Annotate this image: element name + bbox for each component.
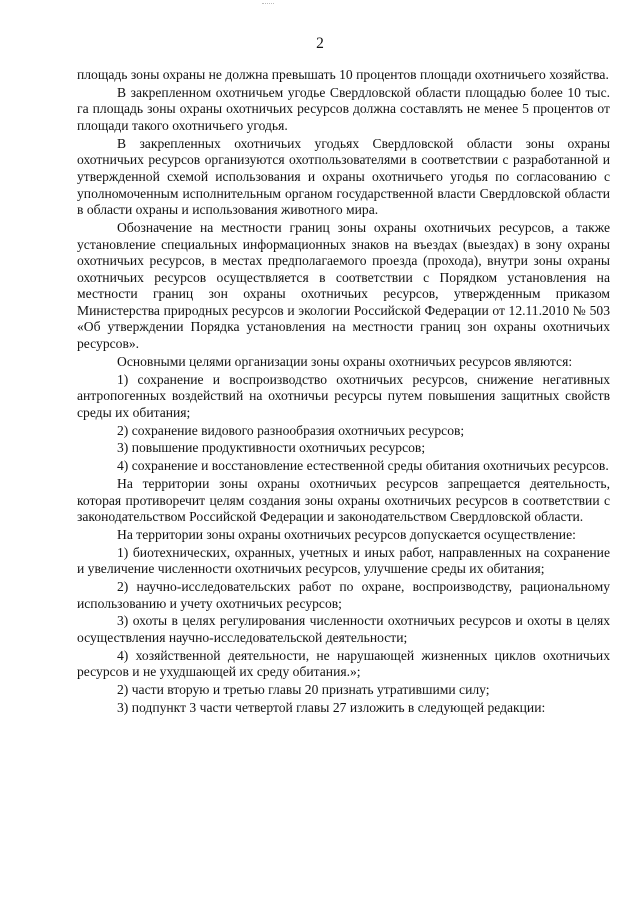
list-item: 3) охоты в целях регулирования численности охотничьих ресурсов и охоты в целях осуществления научно-исследовательской деятельности; (77, 613, 610, 646)
list-item: 4) сохранение и восстановление естественной среды обитания охотничьих ресурсов. (117, 458, 609, 474)
paragraph: На территории зоны охраны охотничьих ресурсов допускается осуществление: (117, 526, 576, 542)
paragraph-continued: площадь зоны охраны не должна превышать 10 процентов площади охотничьего хозяйства. (77, 67, 609, 82)
amendment-item: 3) подпункт 3 части четвертой главы 27 изложить в следующей редакции: (117, 699, 546, 715)
document-body (77, 67, 610, 718)
paragraph: В закрепленных охотничьих угодьях Свердловской области зоны охраны охотничьих ресурсов организуются охотпользователями в соответствии с разработанной и утвержденной схемой использования и охраны охотничьего угодья по согласованию с уполномоченным исполнительным органом государственной власти Свердловской области в области охраны и использования животного мира. (77, 135, 610, 218)
list-item: 1) сохранение и воспроизводство охотничьих ресурсов, снижение негативных антропогенных воздействий на охотничьи ресурсы путем повышения защитных свойств среды их обитания; (77, 371, 610, 420)
amendment-item: 2) части вторую и третью главы 20 признать утратившими силу; (117, 682, 490, 698)
paragraph: В закрепленном охотничьем угодье Свердловской области площадью более 10 тыс. га площадь зоны охраны охотничьих ресурсов должна составлять не менее 5 процентов от площади такого охотничьего угодья. (77, 84, 610, 133)
paragraph: Обозначение на местности границ зоны охраны охотничьих ресурсов, а также установление специальных информационных знаков на въездах (выездах) в зону охраны охотничьих ресурсов, в местах предполагаемого проезда (прохода), внутри зоны охраны охотничьих ресурсов осуществляется в соответствии с Порядком установления на местности границ зон охраны охотничьих ресурсов, утвержденным приказом Министерства природных ресурсов и экологии Российской Федерации от 12.11.2010 № 503 «Об утверждении Порядка установления на местности границ зон охраны охотничьих ресурсов». (77, 219, 610, 352)
page-number: 2 (316, 35, 324, 52)
list-item: 1) биотехнических, охранных, учетных и иных работ, направленных на сохранение и увеличение численности охотничьих ресурсов, улучшение среды их обитания; (77, 544, 610, 577)
list-item: 4) хозяйственной деятельности, не нарушающей жизненных циклов охотничьих ресурсов и не ухудшающей их среду обитания.»; (77, 647, 610, 680)
paragraph: На территории зоны охраны охотничьих ресурсов запрещается деятельность, которая противоречит целям создания зоны охраны охотничьих ресурсов в соответствии с законодательством Российской Федерации и законодательством Свердловской области. (77, 475, 610, 525)
list-item: 2) сохранение видового разнообразия охотничьих ресурсов; (117, 422, 465, 438)
scan-artifact (262, 3, 274, 6)
list-item: 2) научно-исследовательских работ по охране, воспроизводству, рациональному использованию и учету охотничьих ресурсов; (77, 579, 610, 611)
list-item: 3) повышение продуктивности охотничьих ресурсов; (117, 440, 426, 456)
paragraph: Основными целями организации зоны охраны охотничьих ресурсов являются: (117, 353, 573, 369)
